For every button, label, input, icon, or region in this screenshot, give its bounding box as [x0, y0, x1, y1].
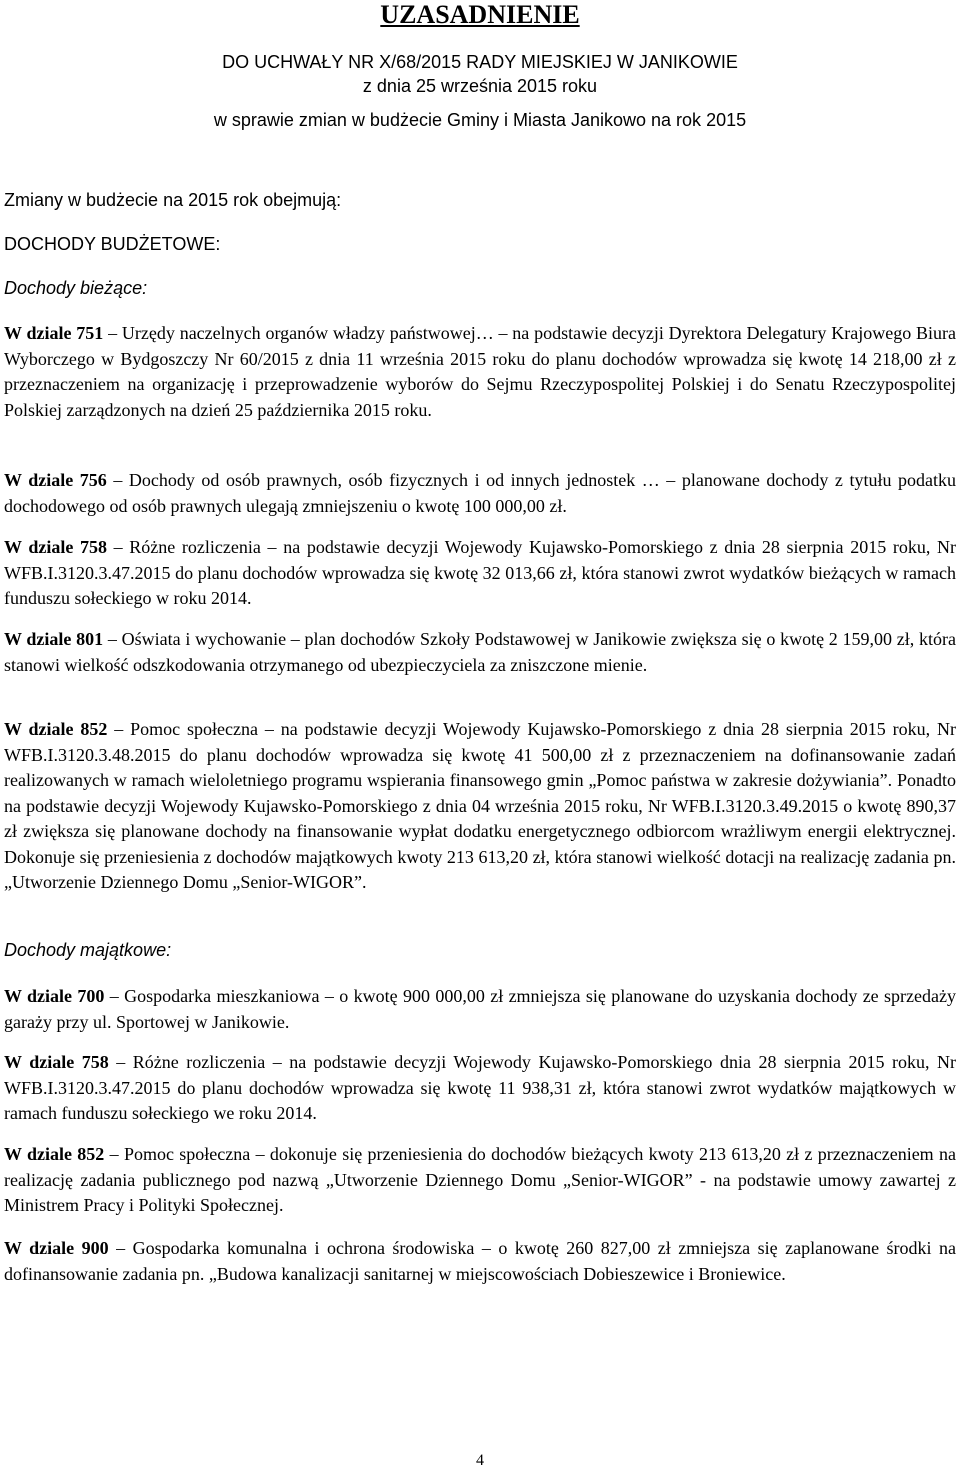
paragraph-head: W dziale 758: [4, 537, 107, 557]
paragraph-body: – Urzędy naczelnych organów władzy państwowej… – na podstawie decyzji Dyrektora Delegatury Krajowego Biura Wyborczego w Bydgoszczy Nr 60/2015 z dnia 11 września 2015 roku do planu dochodów wprowadza się kwotę 14 218,00 zł z przeznaczeniem na organizację i przeprowadzenie wyborów do Sejmu Rzeczypospolitej Polskiej i do Senatu Rzeczypospolitej Polskiej zarządzonych na dzień 25 października 2015 roku.: [4, 323, 957, 420]
paragraph-head: W dziale 900: [4, 1238, 109, 1258]
paragraph-head: W dziale 756: [4, 470, 107, 490]
paragraph-body: – Pomoc społeczna – dokonuje się przeniesienia do dochodów bieżących kwoty 213 613,20 zł z przeznaczeniem na realizację zadania publicznego pod nazwą „Utworzenie Dziennego Domu „Senior-WIGOR” - na podstawie umowy zawartej z Ministrem Pracy i Polityki Społecznej.: [4, 1144, 956, 1215]
paragraph-body: – Oświata i wychowanie – plan dochodów Szkoły Podstawowej w Janikowie zwiększa się o kwotę 2 159,00 zł, która stanowi wielkość odszkodowania otrzymanego od ubezpieczyciela za zniszczone mienie.: [4, 629, 956, 675]
paragraph-900: [4, 1236, 956, 1287]
subheading-majatkowe: Dochody majątkowe:: [4, 940, 172, 960]
paragraph-head: W dziale 700: [4, 986, 105, 1006]
paragraph-756: [4, 468, 956, 519]
resolution-subject: w sprawie zmian w budżecie Gminy i Miasta Janikowo na rok 2015: [213, 110, 747, 130]
paragraph-758-capital: [4, 1050, 956, 1127]
paragraph-700: [4, 984, 956, 1035]
resolution-date: z dnia 25 września 2015 roku: [362, 76, 598, 96]
paragraph-body: – Gospodarka komunalna i ochrona środowiska – o kwotę 260 827,00 zł zmniejsza się zaplanowane środki na dofinansowanie zadania pn. „Budowa kanalizacji sanitarnej w miejscowościach Dobieszewice i Broniewice.: [4, 1238, 956, 1284]
paragraph-751: [4, 321, 956, 423]
section-heading-dochody: DOCHODY BUDŻETOWE:: [4, 234, 221, 254]
paragraph-head: W dziale 852: [4, 719, 108, 739]
paragraph-head: W dziale 801: [4, 629, 104, 649]
paragraph-head: W dziale 758: [4, 1052, 109, 1072]
paragraph-body: – Dochody od osób prawnych, osób fizycznych i od innych jednostek … – planowane dochody z tytułu podatku dochodowego od osób prawnych ulegają zmniejszeniu o kwotę 100 000,00 zł.: [4, 470, 956, 516]
paragraph-body: – Różne rozliczenia – na podstawie decyzji Wojewody Kujawsko-Pomorskiego dnia 28 sierpnia 2015 roku, Nr WFB.I.3120.3.47.2015 do planu dochodów wprowadza się kwotę 11 938,31 zł, która stanowi zwrot wydatków majątkowych w ramach funduszu sołeckiego we roku 2014.: [4, 1052, 956, 1123]
document-title: UZASADNIENIE: [380, 0, 580, 29]
paragraph-852-current: [4, 717, 956, 896]
page-number: 4: [476, 1452, 484, 1469]
paragraph-758: [4, 535, 956, 612]
paragraph-body: – Gospodarka mieszkaniowa – o kwotę 900 000,00 zł zmniejsza się planowane do uzyskania dochody ze sprzedaży garaży przy ul. Sportowej w Janikowie.: [4, 986, 957, 1032]
resolution-header: DO UCHWAŁY NR X/68/2015 RADY MIEJSKIEJ W JANIKOWIE: [222, 52, 738, 72]
paragraph-801: [4, 627, 956, 678]
paragraph-body: – Różne rozliczenia – na podstawie decyzji Wojewody Kujawsko-Pomorskiego z dnia 28 sierpnia 2015 roku, Nr WFB.I.3120.3.47.2015 do planu dochodów wprowadza się kwotę 32 013,66 zł, która stanowi zwrot wydatków bieżących w ramach funduszu sołeckiego w roku 2014.: [4, 537, 956, 608]
paragraph-head: W dziale 852: [4, 1144, 105, 1164]
paragraph-852-capital: [4, 1142, 956, 1219]
subheading-biezace: Dochody bieżące:: [4, 278, 148, 298]
intro-line: Zmiany w budżecie na 2015 rok obejmują:: [4, 190, 342, 210]
paragraph-head: W dziale 751: [4, 323, 104, 343]
paragraph-body: – Pomoc społeczna – na podstawie decyzji Wojewody Kujawsko-Pomorskiego z dnia 28 sierpnia 2015 roku, Nr WFB.I.3120.3.48.2015 do planu dochodów wprowadza się kwotę 41 500,00 zł z przeznaczeniem na dofinansowanie zadań realizowanych w ramach wieloletniego programu wspierania finansowego gmin „Pomoc państwa w zakresie dożywiania”. Ponadto na podstawie decyzji Wojewody Kujawsko-Pomorskiego z dnia 04 września 2015 roku, Nr WFB.I.3120.3.49.2015 o kwotę 890,37 zł zwiększa się planowane dochody na finansowanie wypłat dodatku energetycznego odbiorcom wrażliwym energii elektrycznej. Dokonuje się przeniesienia z dochodów majątkowych kwoty 213 613,20 zł, która stanowi wielkość dotacji na realizację zadania pn. „Utworzenie Dziennego Domu „Senior-WIGOR”.: [4, 719, 956, 892]
